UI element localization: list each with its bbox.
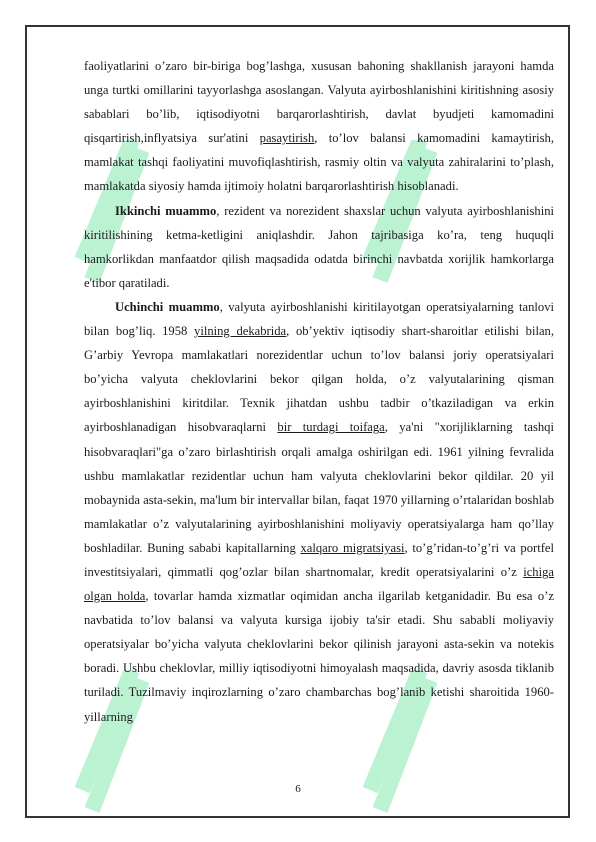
text-run: , tovarlar hamda xizmatlar oqimidan ancha ilgarilab ketganidadir. Bu esa o’z navbatida to’lov balansi va valyuta kursiga ijobiy ta'sir etadi. Shu sababli moliyaviy operatsiyalar bo’yicha valyuta cheklovlarini bekor qilinish jarayoni asta-sekin va notekis boradi. Ushbu cheklovlar, milliy iqtisodiyotni himoyalash maqsadida, davriy asosda tiklanib turiladi. Tuzilmaviy inqirozlarning o’zaro chambarchas bog’lanib ketishi sharoitida 1960-yillarning (84, 589, 554, 724)
paragraph (84, 54, 554, 199)
underlined-phrase: pasaytirish (259, 131, 315, 146)
text-run: , to’g’ridan-to’g’ri va portfel investitsiyalari, qimmatli qog’ozlar bilan shartnomalar, kredit operatsiyalarini o’z (84, 540, 554, 579)
underlined-phrase: yilning dekabrida (194, 324, 287, 339)
page-number: 6 (295, 783, 301, 795)
text-run: , ob’yektiv iqtisodiy shart-sharoitlar etilishi bilan, G’arbiy Yevropa mamlakatlari norezidentlar uchun to’lov balansi joriy operatsiyalari bo’yicha valyuta cheklovlarini bekor qilgan holda, o’z valyutalarining qisman ayirboshlanishini kiritdilar. Texnik jihatdan ushbu tadbir o’tkaziladigan va erkin ayirboshlanadigan hisobvaraqlarni (84, 324, 555, 435)
paragraph (84, 295, 554, 729)
text-run: , ya'ni "xorijliklarning tashqi hisobvaraqlari"ga o’zaro birlashtirish orqali amalga oshirilgan edi. 1961 yilning fevralida ushbu mamlakatlar rezidentlar uchun ham valyuta cheklovlarini bekor qildilar. 20 yil mobaynida asta-sekin, ma'lum bir intervallar bilan, faqat 1970 yillarning o’rtalaridan boshlab mamlakatlar o’z valyutalarining ayirboshlanishini moliyaviy operatsiyalarga ham qo’llay boshladilar. Buning sababi kapitallarning (84, 420, 554, 555)
underlined-phrase: bir turdagi toifaga (277, 420, 385, 435)
paragraph (84, 199, 554, 295)
underlined-phrase: xalqaro migratsiyasi (300, 540, 405, 555)
text-run: , to’lov balansi kamomadini kamaytirish, mamlakat tashqi faoliyatini muvofiqlashtirish, rasmiy oltin va valyuta zahiralarini to’plash, mamlakatda siyosiy hamda ijtimoiy holatni barqarorlashtirish hisoblanadi. (84, 131, 554, 194)
text-run: faoliyatlarini o’zaro bir-biriga bog’lashga, xususan bahoning shakllanish jarayoni hamda unga turtki omillarini tayyorlashga asoslangan. Valyuta ayirboshlanishini kiritishning asosiy sabablari bo’lib, iqtisodiyotni barqarorlashtirish, davlat byudjeti kamomadini qisqartirish,inflyatsiya sur'atini (84, 59, 554, 146)
document-body (84, 54, 554, 729)
bold-term: Ikkinchi muammo (115, 203, 217, 218)
text-run: , rezident va norezident shaxslar uchun valyuta ayirboshlanishini kiritilishining ketma-ketligini aniqlashdir. Jahon tajribasiga ko’ra, teng huquqli hamkorlikdan manfaatdor qilish maqsadida odatda birinchi navbatda xorijlik hamkorlarga e'tibor qaratiladi. (84, 203, 554, 290)
text-run: , valyuta ayirboshlanishi kiritilayotgan operatsiyalarning tanlovi bilan bog’liq. 1958 (84, 299, 554, 339)
underlined-phrase: ichiga olgan holda (84, 564, 554, 604)
bold-term: Uchinchi muammo (115, 299, 220, 314)
